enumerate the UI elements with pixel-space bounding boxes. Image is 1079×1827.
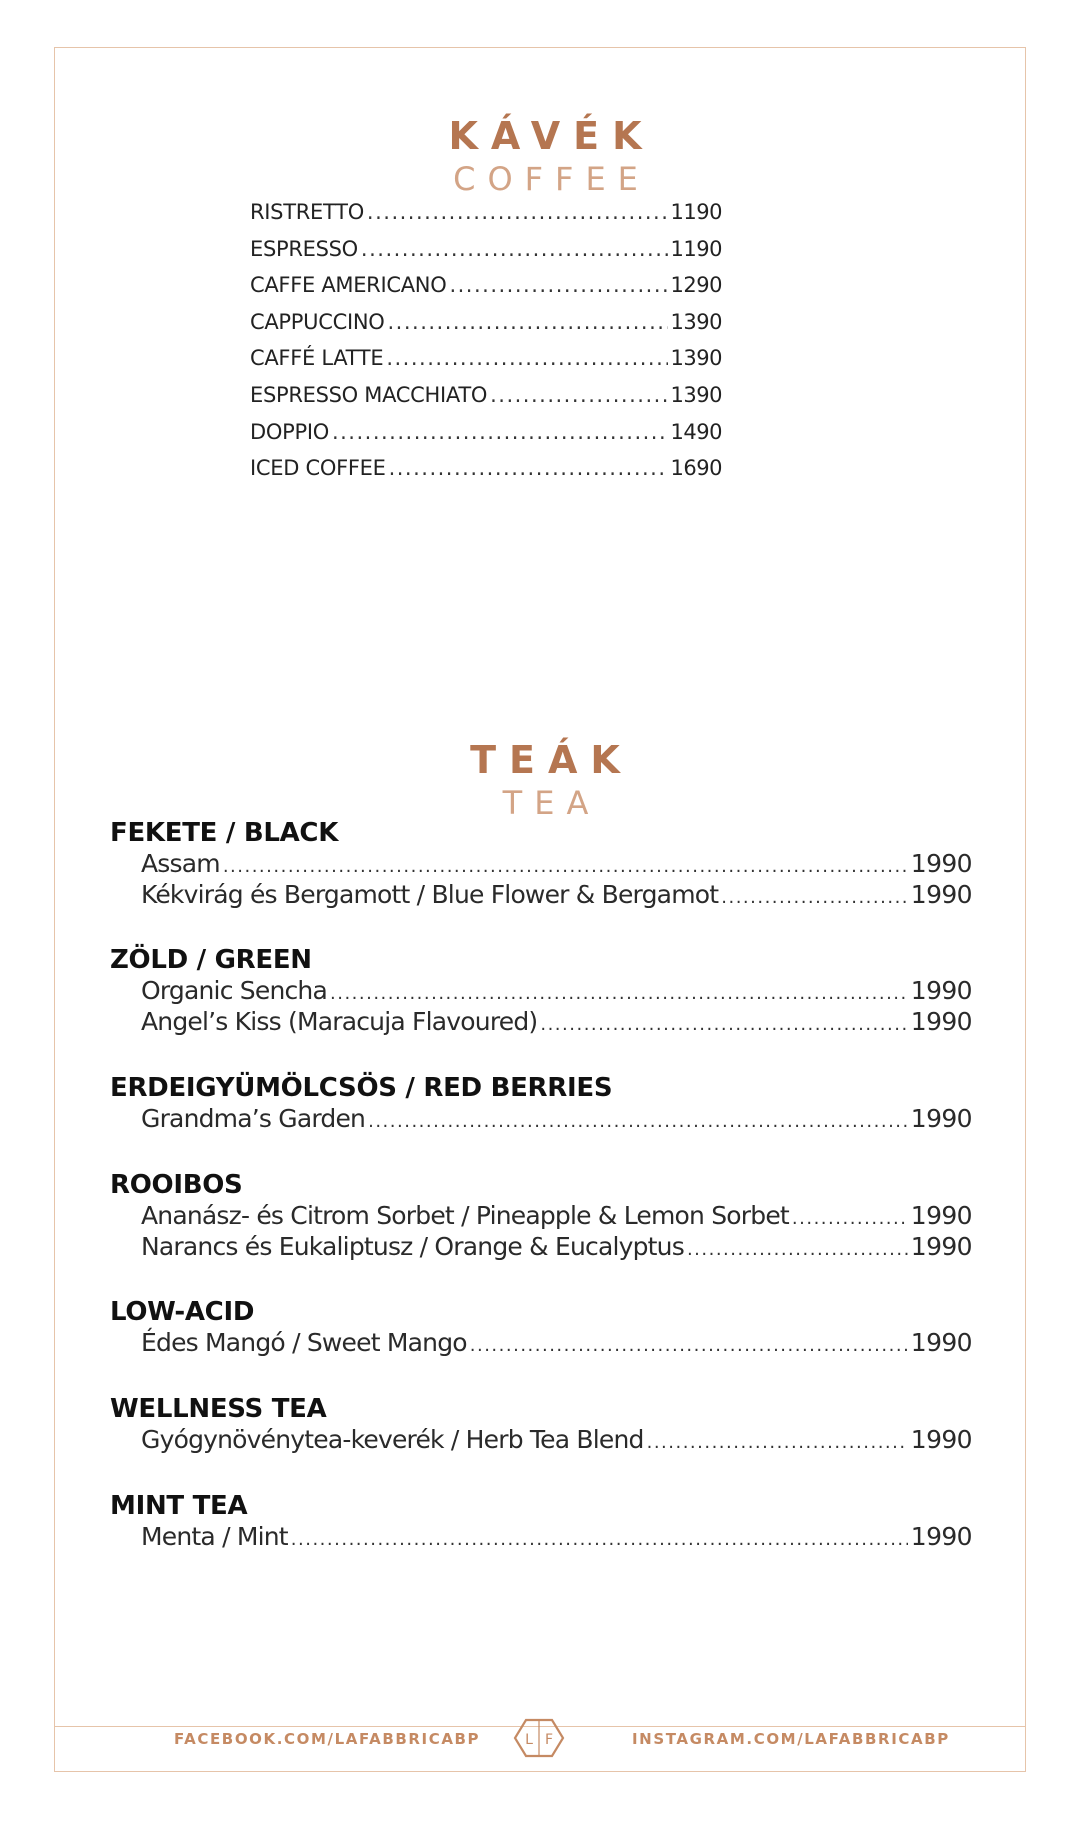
item-name: Édes Mangó / Sweet Mango — [141, 1328, 467, 1357]
coffee-item-espresso-macchiato — [250, 383, 722, 420]
dot-leader — [721, 882, 908, 913]
logo-letters: L — [525, 1732, 533, 1748]
dot-leader — [332, 420, 668, 444]
tea-group-mint — [110, 1491, 972, 1552]
item-price: 1990 — [910, 880, 972, 909]
tea-item — [110, 1521, 972, 1552]
item-price: 1190 — [670, 200, 722, 224]
dot-leader — [490, 383, 667, 407]
instagram-link[interactable]: INSTAGRAM.COM/LAFABBRICABP — [632, 1730, 950, 1748]
item-name: CAPPUCCINO — [250, 309, 385, 334]
item-name: DOPPIO — [250, 419, 329, 444]
item-name: ESPRESSO — [250, 236, 358, 261]
item-name: Kékvirág és Bergamott / Blue Flower & Bergamot — [141, 880, 719, 909]
tea-category-title: ZÖLD / GREEN — [110, 945, 312, 975]
tea-category-title: ROOIBOS — [110, 1170, 243, 1200]
logo-letter-f: F — [544, 1732, 554, 1748]
item-price: 1990 — [910, 1201, 972, 1230]
dot-leader — [792, 1203, 908, 1234]
item-price: 1990 — [910, 1232, 972, 1261]
item-name: Grandma’s Garden — [141, 1104, 366, 1133]
lf-hexagon-logo-icon — [513, 1718, 565, 1758]
item-name: RISTRETTO — [250, 200, 364, 224]
tea-item — [110, 975, 972, 1006]
coffee-list — [250, 200, 722, 493]
item-price: 1390 — [670, 346, 722, 371]
coffee-title-hu: KÁVÉK — [448, 114, 655, 158]
dot-leader — [361, 237, 668, 261]
tea-item — [110, 1103, 972, 1134]
item-name: CAFFE AMERICANO — [250, 273, 447, 298]
tea-category-title: WELLNESS TEA — [110, 1394, 327, 1424]
item-name: Assam — [141, 849, 220, 878]
dot-leader — [386, 346, 667, 370]
dot-leader — [223, 851, 908, 882]
item-name: ICED COFFEE — [250, 456, 386, 481]
coffee-item-ristretto — [250, 200, 722, 237]
tea-category-title: FEKETE / BLACK — [110, 818, 339, 848]
tea-item — [110, 848, 972, 879]
item-price: 1990 — [910, 849, 972, 878]
item-price: 1490 — [670, 419, 722, 444]
tea-group-low-acid — [110, 1297, 972, 1358]
dot-leader — [389, 456, 668, 480]
dot-leader — [687, 1234, 908, 1265]
tea-item — [110, 1200, 972, 1231]
tea-group-rooibos — [110, 1170, 972, 1262]
coffee-item-caffe-latte — [250, 346, 722, 383]
tea-group-wellness — [110, 1394, 972, 1455]
dot-leader — [367, 200, 668, 224]
item-name: ESPRESSO MACCHIATO — [250, 382, 488, 407]
item-price: 1390 — [670, 309, 722, 334]
item-price: 1990 — [910, 1522, 972, 1551]
tea-item — [110, 1006, 972, 1037]
item-name: Organic Sencha — [141, 976, 327, 1005]
tea-group-green — [110, 945, 972, 1037]
tea-item — [110, 1327, 972, 1358]
item-price: 1990 — [910, 1007, 972, 1036]
coffee-item-caffe-americano — [250, 273, 722, 310]
facebook-link[interactable]: FACEBOOK.COM/LAFABBRICABP — [174, 1730, 481, 1748]
tea-group-black — [110, 818, 972, 910]
tea-title-en: TEA — [502, 784, 601, 822]
dot-leader — [330, 978, 908, 1009]
coffee-item-cappuccino — [250, 310, 722, 347]
tea-category-title: MINT TEA — [110, 1491, 248, 1521]
item-price: 1990 — [910, 976, 972, 1005]
item-name: Narancs és Eukaliptusz / Orange & Eucalyptus — [141, 1232, 684, 1261]
dot-leader — [470, 1330, 908, 1361]
tea-item — [110, 1424, 972, 1455]
dot-leader — [388, 310, 668, 334]
dot-leader — [291, 1524, 908, 1555]
tea-category-title: LOW-ACID — [110, 1297, 255, 1327]
item-name: Menta / Mint — [141, 1522, 288, 1551]
item-price: 1990 — [910, 1425, 972, 1454]
dot-leader — [368, 1106, 908, 1137]
coffee-item-iced-coffee — [250, 456, 722, 493]
tea-group-red-berries — [110, 1073, 972, 1134]
item-name: Gyógynövénytea-keverék / Herb Tea Blend — [141, 1425, 644, 1454]
coffee-title-en: COFFEE — [453, 160, 650, 198]
tea-item — [110, 879, 972, 910]
item-price: 1290 — [670, 273, 722, 298]
item-price: 1690 — [670, 456, 722, 481]
item-price: 1190 — [670, 236, 722, 261]
tea-category-title: ERDEIGYÜMÖLCSÖS / RED BERRIES — [110, 1073, 613, 1103]
coffee-item-doppio — [250, 420, 722, 457]
item-name: Ananász- és Citrom Sorbet / Pineapple & Lemon Sorbet — [141, 1201, 789, 1230]
tea-item — [110, 1231, 972, 1262]
dot-leader — [647, 1427, 908, 1458]
dot-leader — [449, 273, 667, 297]
item-name: Angel’s Kiss (Maracuja Flavoured) — [141, 1007, 538, 1036]
item-price: 1990 — [910, 1104, 972, 1133]
dot-leader — [540, 1009, 907, 1040]
item-price: 1390 — [670, 382, 722, 407]
item-name: CAFFÉ LATTE — [250, 346, 384, 371]
item-price: 1990 — [910, 1328, 972, 1357]
coffee-item-espresso — [250, 237, 722, 274]
tea-title-hu: TEÁK — [470, 738, 633, 782]
